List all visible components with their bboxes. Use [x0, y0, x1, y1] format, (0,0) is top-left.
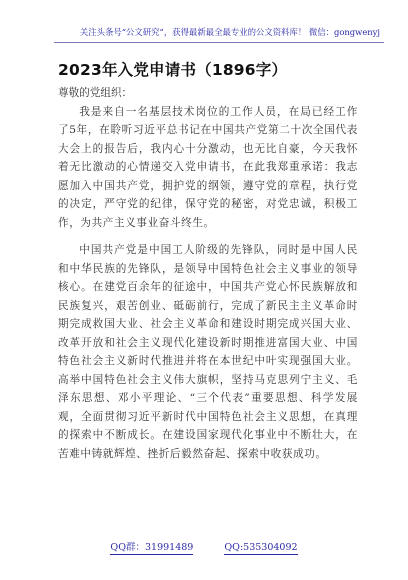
- banner-text: 关注头条号“公文研究”，获得最新最全最专业的公文资料库！ 微信：gongwenyj: [79, 27, 380, 37]
- paragraph: 中国共产党是中国工人阶级的先锋队，同时是中国人民和中华民族的先锋队，是领导中国特色社会主义事业的领导核心。在建党百余年的征途中，中国共产党心怀民族解放和民族复兴，艰苦创业、砥砺前行，完成了新民主主义革命时期完成救国大业、社会主义革命和建设时期完成兴国大业、改革开放和社会主义现代化建设新时期推进富国大业、中国特色社会主义新时代推进并将在本世纪中叶实现强国大业。高举中国特色社会主义伟大旗帜，坚持马克思列宁主义、毛泽东思想、邓小平理论、“三个代表”重要思想、科学发展观，全面贯彻习近平新时代中国特色社会主义思想，在真理的探索中不断成长。在建设国家现代化事业中不断壮大，在苦难中铸就辉煌、挫折后毅然奋起、探索中收获成功。: [58, 244, 358, 460]
- footer-contact: [0, 539, 408, 553]
- salutation: 尊敬的党组织：: [58, 87, 133, 99]
- document-title: 2023年入党申请书（1896字）: [58, 61, 288, 79]
- qq-group-link[interactable]: QQ群：31991489: [110, 542, 194, 553]
- paragraph: 我是来自一名基层技术岗位的工作人员，在局已经工作了5年，在聆听习近平总书记在中国共产党第二十次全国代表大会上的报告后，我内心十分激动，也无比自豪，今天我怀着无比激动的心情递交入党申请书，在此我郑重承诺：我志愿加入中国共产党，拥护党的纲领，遵守党的章程，执行党的决定，严守党的纪律，保守党的秘密，对党忠诚，积极工作，为共产主义事业奋斗终生。: [58, 105, 358, 229]
- document-body: [58, 84, 358, 472]
- qq-link[interactable]: QQ:535304092: [224, 542, 298, 553]
- header-banner: [54, 20, 384, 43]
